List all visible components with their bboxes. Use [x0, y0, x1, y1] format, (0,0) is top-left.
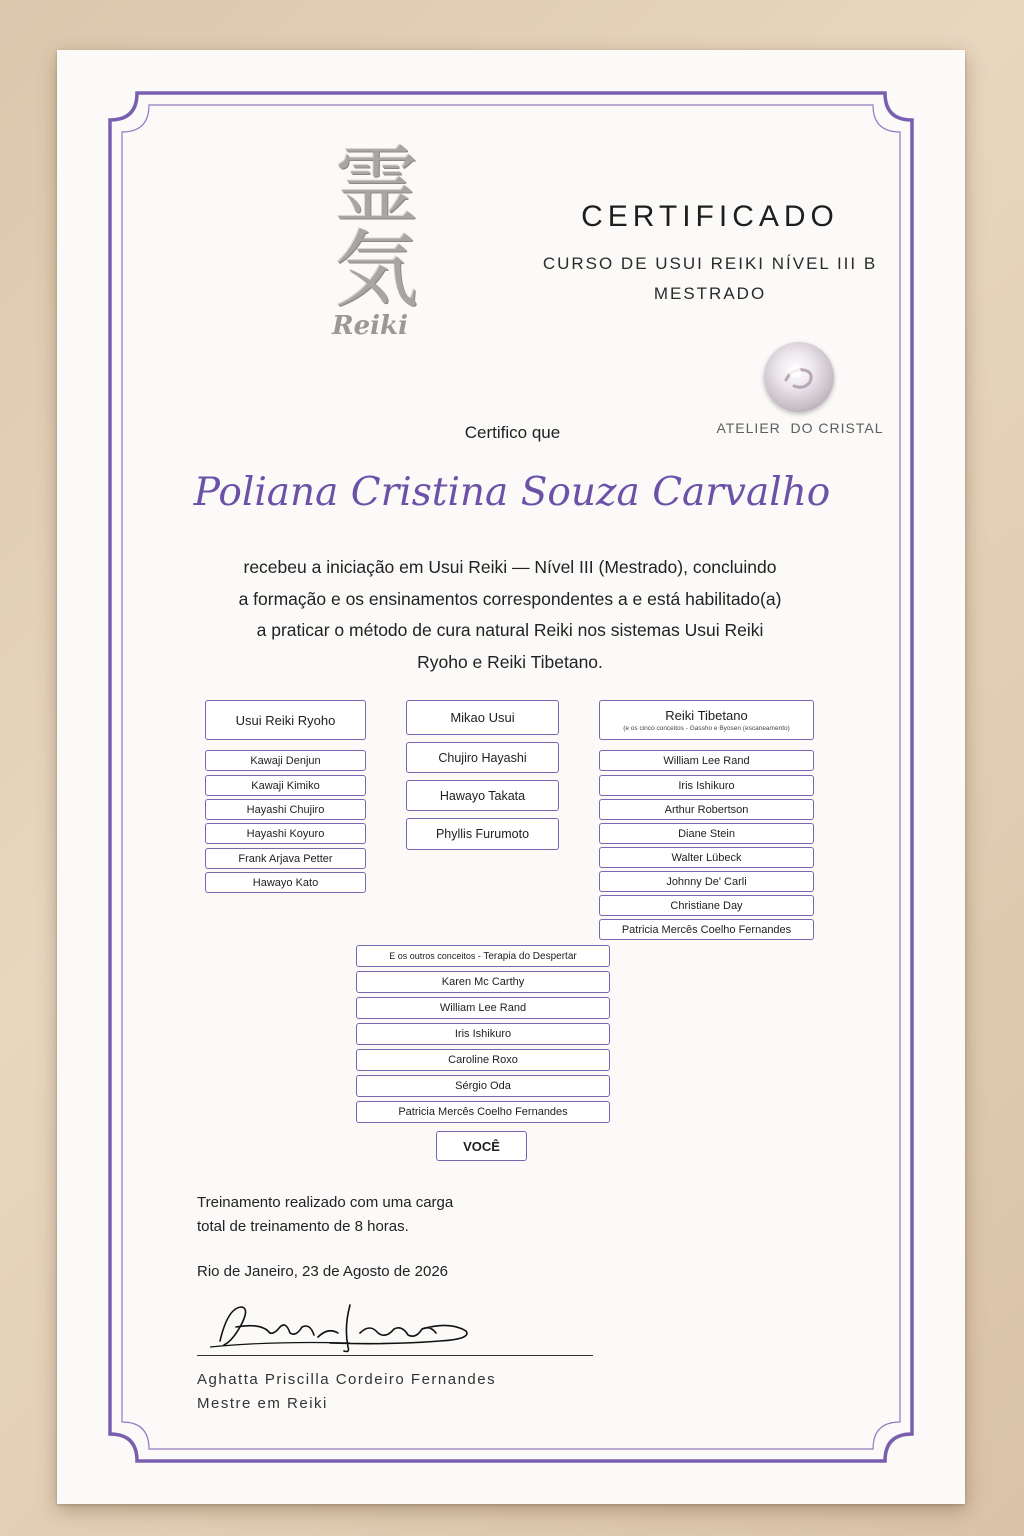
- lineage-name-box: William Lee Rand: [599, 750, 814, 771]
- reiki-kanji-logo: [320, 135, 420, 355]
- brand-name: ATELIER DO CRISTAL: [716, 420, 884, 436]
- lineage-heading-prefix: E os outros conceitos -: [389, 951, 484, 961]
- lineage-name-box: Karen Mc Carthy: [356, 971, 610, 993]
- lineage-name-box: Diane Stein: [599, 823, 814, 844]
- certificate-title: CERTIFICADO: [581, 200, 839, 233]
- kanji-text: 霊気: [321, 141, 419, 309]
- training-line: Treinamento realizado com uma carga: [197, 1194, 454, 1211]
- course-line-1: CURSO DE USUI REIKI NÍVEL III B: [542, 254, 878, 273]
- lineage-name-box: Kawaji Kimiko: [205, 775, 366, 796]
- lineage-name-box: Caroline Roxo: [356, 1049, 610, 1071]
- lineage-heading-usui-ryoho: [205, 700, 366, 740]
- recipient-name: Poliana Cristina Souza Carvalho: [193, 470, 831, 515]
- lineage-name-box: Hawayo Takata: [406, 780, 559, 811]
- lineage-name-box: Iris Ishikuro: [599, 775, 814, 796]
- place-date: Rio de Janeiro, 23 de Agosto de 2026: [197, 1263, 449, 1280]
- lineage-name-box: Christiane Day: [599, 895, 814, 916]
- course-line-2: MESTRADO: [653, 284, 767, 303]
- training-line: total de treinamento de 8 horas.: [197, 1218, 409, 1235]
- lineage-name-box: Frank Arjava Petter: [205, 848, 366, 869]
- lineage-name-box: Chujiro Hayashi: [406, 742, 559, 773]
- body-line: Ryoho e Reiki Tibetano.: [417, 651, 603, 672]
- intro-text: Certifico que: [464, 423, 561, 442]
- lineage-name-box: Hawayo Kato: [205, 872, 366, 893]
- lineage-name-box: Iris Ishikuro: [356, 1023, 610, 1045]
- lineage-name-box: Phyllis Furumoto: [406, 818, 559, 850]
- crystal-logo-icon: [764, 342, 834, 412]
- logo-caption: Reiki: [332, 311, 408, 341]
- lineage-name-box: Arthur Robertson: [599, 799, 814, 820]
- lineage-name-box: Sérgio Oda: [356, 1075, 610, 1097]
- certificate-body: [190, 552, 830, 678]
- lineage-name-box: Johnny De' Carli: [599, 871, 814, 892]
- lineage-heading-bold: Terapia do Despertar: [483, 950, 577, 962]
- handwritten-signature: [210, 1297, 480, 1357]
- lineage-name-box: Patricia Mercês Coelho Fernandes: [599, 919, 814, 940]
- lineage-name-box: Walter Lübeck: [599, 847, 814, 868]
- lineage-heading-mikao-usui: [406, 700, 559, 735]
- signer-name: Aghatta Priscilla Cordeiro Fernandes: [197, 1371, 497, 1388]
- lineage-heading-text: Mikao Usui: [450, 710, 515, 725]
- body-line: recebeu a iniciação em Usui Reiki — Nível III (Mestrado), concluindo: [243, 557, 777, 577]
- lineage-name-box: Hayashi Koyuro: [205, 823, 366, 844]
- lineage-name-box: Patricia Mercês Coelho Fernandes: [356, 1101, 610, 1123]
- lineage-name-box: Kawaji Denjun: [205, 750, 366, 771]
- lineage-heading-despertar: [356, 945, 610, 967]
- lineage-heading-text: Usui Reiki Ryoho: [235, 712, 336, 728]
- signer-role: Mestre em Reiki: [197, 1395, 328, 1412]
- lineage-final-you: VOCÊ: [436, 1131, 527, 1161]
- body-line: a formação e os ensinamentos correspondentes a e está habilitado(a): [238, 588, 782, 609]
- training-note: [197, 1191, 557, 1239]
- lineage-heading-text: Reiki Tibetano: [665, 708, 748, 723]
- lineage-heading-note: (e os cinco conceitos - Gassho e Byosen (escaneamento): [623, 725, 790, 732]
- lineage-name-box: Hayashi Chujiro: [205, 799, 366, 820]
- signature-line: [197, 1355, 593, 1356]
- lineage-name-box: William Lee Rand: [356, 997, 610, 1019]
- lineage-heading-reiki-tibetano: [599, 700, 814, 740]
- signer-block: [197, 1368, 617, 1416]
- body-line: a praticar o método de cura natural Reiki nos sistemas Usui Reiki: [256, 620, 764, 640]
